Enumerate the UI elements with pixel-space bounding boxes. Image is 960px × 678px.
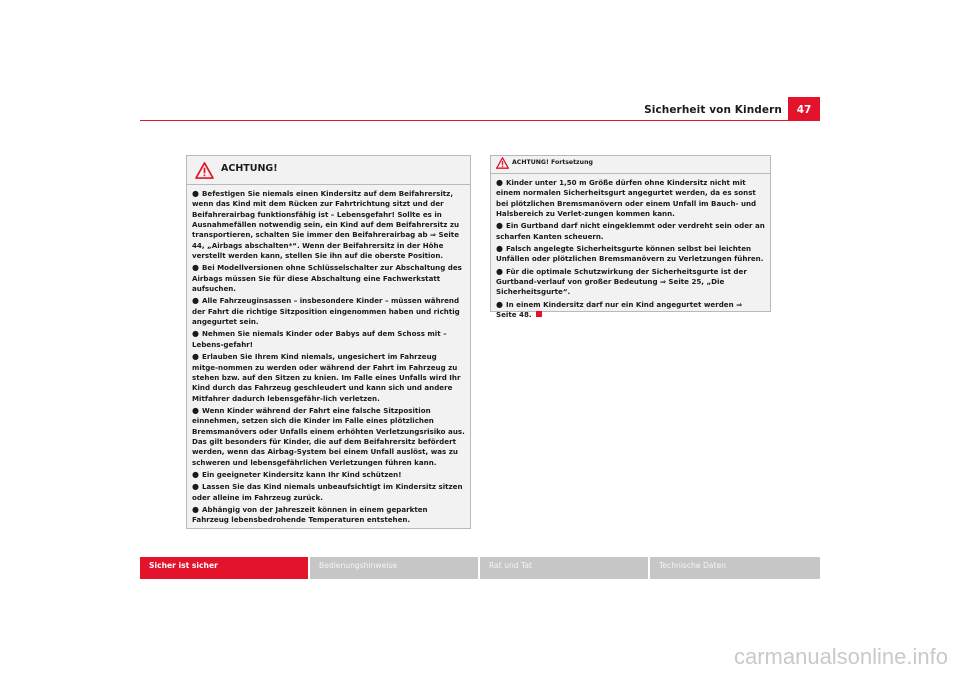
warning-item-text: Alle Fahrzeuginsassen – insbesondere Kinder – müssen während der Fahrt die richtige Sitzposition eingenommen haben und richtig angegurtet sein.: [192, 296, 460, 327]
warning-continued-title: ACHTUNG! Fortsetzung: [512, 159, 593, 166]
bullet-icon: ●: [496, 178, 503, 187]
warning-item: [192, 329, 465, 350]
bullet-icon: ●: [192, 189, 199, 198]
warning-item: [192, 263, 465, 294]
warning-item: [496, 300, 765, 321]
bullet-icon: ●: [192, 469, 199, 479]
bullet-icon: ●: [192, 352, 199, 362]
warning-item-text: Abhängig von der Jahreszeit können in einem geparkten Fahrzeug lebensbedrohende Temperaturen entstehen.: [192, 504, 428, 525]
warning-item: [496, 244, 765, 265]
warning-item: [192, 189, 465, 261]
warning-continued-header: [491, 156, 770, 174]
warning-item-text: Erlauben Sie Ihrem Kind niemals, ungesichert im Fahrzeug mitge-nommen zu werden oder während der Fahrt im Fahrzeug zu stehen bzw. auf den Sitzen zu knien. Im Falle eines Unfalls wird Ihr Kind durch das Fahrzeug geschleudert und kann sich und andere Mitfahrer dadurch lebensgefähr-lich verletzen.: [192, 352, 461, 403]
header-divider: [140, 120, 820, 121]
watermark: carmanualsonline.info: [733, 644, 948, 669]
bullet-icon: ●: [192, 504, 199, 514]
warning-continued-box: [490, 155, 771, 320]
warning-item: [192, 352, 465, 404]
warning-item-text: In einem Kindersitz darf nur ein Kind angegurtet werden ⇒ Seite 48.: [496, 299, 743, 320]
warning-item-text: Lassen Sie das Kind niemals unbeaufsichtigt im Kindersitz sitzen oder alleine im Fahrzeug zurück.: [192, 482, 463, 502]
warning-triangle-icon: [195, 162, 214, 179]
bullet-icon: ●: [496, 299, 503, 309]
warning-item: [192, 505, 465, 526]
bullet-icon: ●: [192, 263, 199, 273]
warning-box: [186, 155, 471, 529]
warning-item-text: Ein Gurtband darf nicht eingeklemmt oder verdreht sein oder an scharfen Kanten scheuern.: [496, 221, 765, 241]
warning-item-text: Ein geeigneter Kindersitz kann Ihr Kind schützen!: [202, 469, 402, 479]
bullet-icon: ●: [192, 296, 199, 306]
footer-tab-rat-und-tat[interactable]: [480, 557, 648, 579]
warning-item: [496, 267, 765, 298]
warning-item-text: Bei Modellversionen ohne Schlüsselschalter zur Abschaltung des Airbags müssen Sie für diese Abschaltung eine Fachwerkstatt aufsuchen.: [192, 263, 462, 294]
warning-triangle-icon: [496, 157, 509, 169]
bullet-icon: ●: [192, 482, 199, 492]
warning-item: [192, 296, 465, 327]
footer-tab-bedienungshinweise[interactable]: [310, 557, 478, 579]
warning-item-text: Für die optimale Schutzwirkung der Sicherheitsgurte ist der Gurtband-verlauf von großer Bedeutung ⇒ Seite 25, „Die Sicherheitsgurte“.: [496, 266, 747, 297]
bullet-icon: ●: [496, 244, 503, 254]
bullet-icon: ●: [496, 266, 503, 276]
warning-item: [496, 178, 765, 219]
warning-item-text: Nehmen Sie niemals Kinder oder Babys auf dem Schoss mit – Lebens-gefahr!: [192, 329, 447, 349]
warning-item: [192, 406, 465, 468]
warning-continued-list: [491, 174, 770, 320]
warning-item: [496, 221, 765, 242]
warning-item-text: Kinder unter 1,50 m Größe dürfen ohne Kindersitz nicht mit einem normalen Sicherheitsgurt angegurtet werden, da es sonst bei plötzlichen Bremsmanövern oder einem Unfall im Bauch- und Halsbereich zu Verlet-zungen kommen kann.: [496, 178, 757, 219]
bullet-icon: ●: [496, 221, 503, 231]
bullet-icon: ●: [192, 405, 199, 415]
footer-tab-label: Bedienungshinweise: [319, 561, 398, 570]
footer-tab-label: Sicher ist sicher: [149, 561, 218, 570]
footer-tab-label: Technische Daten: [659, 561, 726, 570]
warning-item-text: Falsch angelegte Sicherheitsgurte können selbst bei leichten Unfällen oder plötzlichen Bremsmanövern zu Verletzungen führen.: [496, 244, 764, 264]
footer-tab-technische-daten[interactable]: [650, 557, 820, 579]
warning-header: [187, 156, 470, 185]
warning-item-text: Befestigen Sie niemals einen Kindersitz auf dem Beifahrersitz, wenn das Kind mit dem Rücken zur Fahrtrichtung sitzt und der Beifahrerairbag funktionsfähig ist – Lebensgefahr! Sollte es in Ausnahmefällen notwendig sein, ein Kind auf dem Beifahrersitz zu transportieren, schalten Sie immer den Beifahrerairbag ab ⇒ Seite 44, „Airbags abschalten*“. Wenn der Beifahrersitz in der Höhe verstellt werden kann, stellen Sie ihn auf die oberste Position.: [192, 189, 460, 261]
bullet-icon: ●: [192, 329, 199, 339]
warning-item-text: Wenn Kinder während der Fahrt eine falsche Sitzposition einnehmen, setzen sich die Kinder im Falle eines plötzlichen Bremsmanövers oder Unfalls einem erhöhten Verletzungsrisiko aus. Das gilt besonders für Kinder, die auf dem Beifahrersitz befördert werden, wenn das Airbag-System bei einem Unfall auslöst, was zu schweren und lebensgefährlichen Verletzungen führen kann.: [192, 405, 465, 467]
warning-item: [192, 470, 465, 480]
warning-list: [187, 185, 470, 526]
warning-title: ACHTUNG!: [221, 163, 278, 174]
footer-tab-label: Rat und Tat: [489, 561, 533, 570]
section-end-icon: [536, 311, 542, 317]
page-number-badge: 47: [788, 97, 820, 121]
warning-item: [192, 482, 465, 503]
page-header-title: Sicherheit von Kindern: [644, 104, 782, 116]
footer-tab-sicher-ist-sicher[interactable]: [140, 557, 308, 579]
